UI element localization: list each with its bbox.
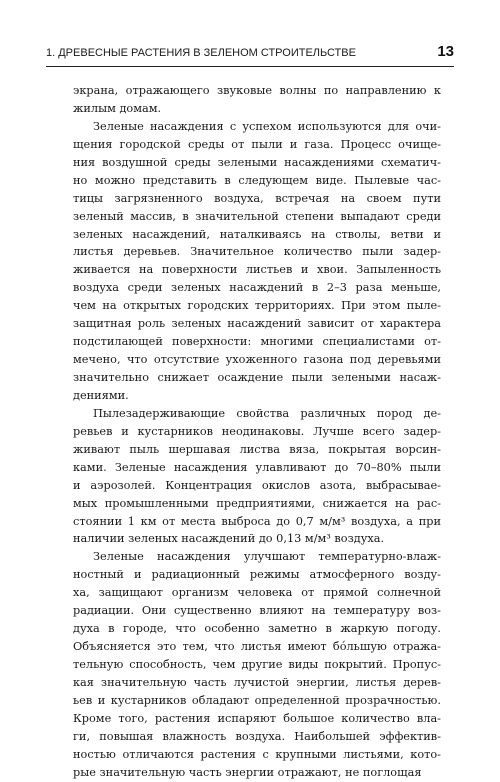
text-line: Зеленые насаждения с успехом используются для очи-: [93, 119, 441, 133]
text-line: зеленый массив, в значительной степени выпадают среди: [73, 209, 441, 223]
text-line: стоянии 1 км от места выброса до 0,7 м/м³ воздуха, а при: [73, 514, 441, 528]
text-line: Объясняется это тем, что листья имеют бóльшую отража-: [73, 640, 441, 654]
text-line: Пылезадерживающие свойства различных пород де-: [93, 406, 441, 420]
text-line: экрана, отражающего звуковые волны по направлению к: [73, 84, 441, 97]
text-line: мечено, что отсутствие ухоженного газона под деревьями: [73, 353, 441, 367]
text-line: значительно снижает осаждение пыли зелеными насаж-: [73, 371, 441, 384]
text-line: ха, защищают организм человека от прямой солнечной: [73, 586, 441, 600]
paragraph: [73, 405, 441, 549]
paragraph: [73, 548, 441, 781]
text-line: наличии зеленых насаждений до 0,13 м/м³ воздуха.: [73, 532, 385, 546]
text-line: тельную способность, чем другие виды покрытий. Пропус-: [73, 658, 441, 671]
text-line: ностный и радиационный режимы атмосферного возду-: [73, 568, 441, 582]
text-line: ностью отличаются растения с крупными листьями, кото-: [73, 747, 441, 761]
text-line: дениями.: [73, 388, 129, 402]
text-line: и аэрозолей. Концентрация окислов азота, выбрасывае-: [73, 478, 441, 492]
text-line: живают пыль шершавая листва вяза, покрытая ворсин-: [73, 442, 441, 456]
body-text: [73, 82, 441, 782]
text-line: духа в городе, что особенно заметно в жаркую погоду.: [73, 622, 441, 636]
text-line: кая значительную часть лучистой энергии, листья дерев-: [73, 675, 441, 689]
text-line: щения городской среды от пыли и газа. Процесс очище-: [73, 137, 441, 151]
text-line: но можно представить в следующем виде. Пылевые час-: [73, 173, 441, 187]
paragraph: [73, 118, 441, 405]
text-line: тицы загрязненного воздуха, встречая на своем пути: [73, 191, 441, 205]
text-line: подстилающей поверхности: многими специалистами от-: [73, 335, 441, 349]
text-line: Зеленые насаждения улучшают температурно-влаж-: [93, 550, 441, 564]
text-line: ками. Зеленые насаждения улавливают до 70–80% пыли: [73, 460, 441, 474]
text-line: ния воздушной среды зелеными насаждениями схематич-: [73, 155, 441, 169]
text-line: ревьев и кустарников неодинаковы. Лучше всего задер-: [73, 424, 441, 438]
text-line: мых промышленными предприятиями, снижается на рас-: [73, 496, 441, 510]
running-title: 1. ДРЕВЕСНЫЕ РАСТЕНИЯ В ЗЕЛЕНОМ СТРОИТЕЛЬСТВЕ: [46, 47, 356, 59]
paragraph: [73, 82, 441, 118]
text-line: Кроме того, растения испаряют большое количество вла-: [73, 711, 441, 725]
text-line: радиации. Они существенно влияют на температуру воз-: [73, 604, 441, 618]
text-line: ги, повышая влажность воздуха. Наибольшей эффектив-: [73, 729, 441, 743]
text-line: воздуха среди зеленых насаждений в 2–3 раза меньше,: [73, 281, 441, 295]
text-line: жилым домам.: [73, 101, 162, 115]
text-line: защитная роль зеленых насаждений зависит от характера: [73, 317, 441, 331]
running-header: [46, 42, 454, 67]
text-line: рые значительную часть энергии отражают, не поглощая: [73, 765, 422, 779]
text-line: ьев и кустарников обладают определенной прозрачностью.: [73, 693, 441, 707]
text-line: зеленых насаждений, наталкиваясь на стволы, ветви и: [73, 227, 441, 241]
text-line: листья деревьев. Значительное количество пыли задер-: [73, 245, 441, 259]
text-line: чем на открытых городских территориях. При этом пыле-: [73, 299, 441, 313]
page-number: 13: [437, 43, 454, 60]
text-line: живается на поверхности листьев и хвои. Запыленность: [73, 263, 441, 277]
